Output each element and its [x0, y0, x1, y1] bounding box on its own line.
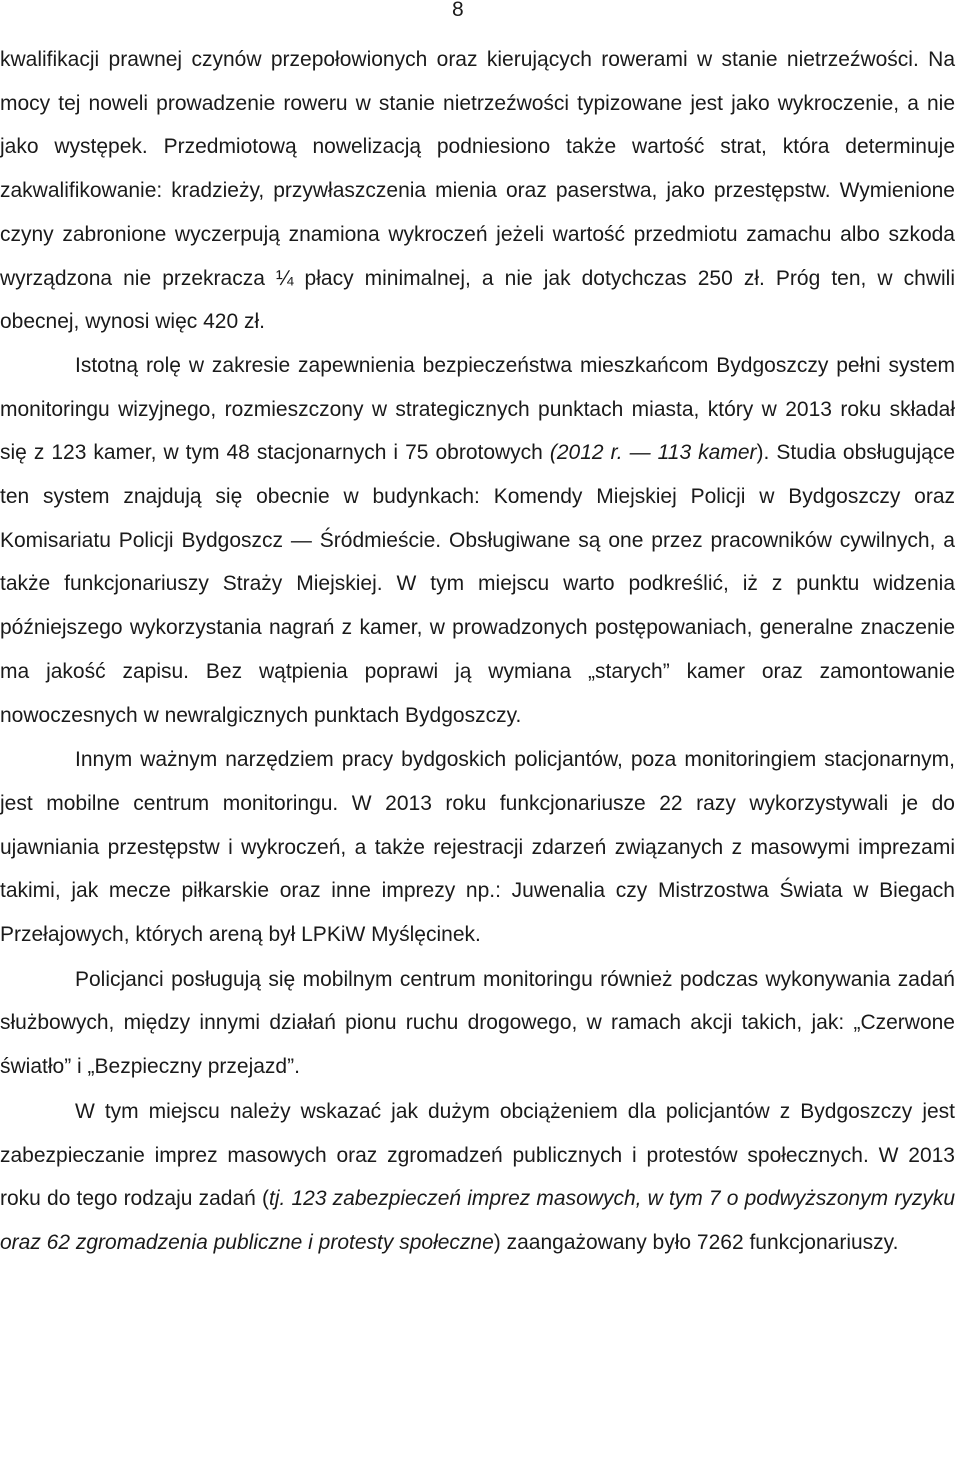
- paragraph-text: Policjanci posługują się mobilnym centrum monitoringu również podczas wykonywania zadań służbowych, między innymi działań pionu ruchu drogowego, w ramach akcji takich, jak: „Czerwone światło” i „Bezpieczny przejazd”.: [0, 967, 955, 1079]
- paragraph-2: [0, 344, 955, 737]
- paragraph-text: kwalifikacji prawnej czynów przepołowionych oraz kierujących rowerami w stanie nietrzeźwości. Na mocy tej noweli prowadzenie roweru w stanie nietrzeźwości typizowane jest jako wykroczenie, a nie jako występek. Przedmiotową nowelizacją podniesiono także wartość strat, która determinuje zakwalifikowanie: kradzieży, przywłaszczenia mienia oraz paserstwa, jako przestępstw. Wymienione czyny zabronione wyczerpują znamiona wykroczeń jeżeli wartość przedmiotu zamachu albo szkoda wyrządzona nie przekracza ¼ płacy minimalnej, a nie jak dotychczas 250 zł. Próg ten, w chwili obecnej, wynosi więc 420 zł.: [0, 48, 955, 334]
- paragraph-text: W tym miejscu należy wskazać jak dużym obciążeniem dla policjantów z Bydgoszczy jest zabezpieczanie imprez masowych oraz zgromadzeń publicznych i protestów społecznych. W 2013 roku do tego rodzaju zadań (: [0, 1099, 955, 1211]
- paragraph-text-italic: tj. 123 zabezpieczeń imprez masowych, w tym 7 o podwyższonym ryzyku oraz 62 zgromadzenia publiczne i protesty społeczne: [0, 1187, 956, 1254]
- document-body: [0, 38, 955, 1265]
- paragraph-text: ) zaangażowany było 7262 funkcjonariuszy.: [493, 1230, 899, 1254]
- paragraph-text: Innym ważnym narzędziem pracy bydgoskich policjantów, poza monitoringiem stacjonarnym, jest mobilne centrum monitoringu. W 2013 roku funkcjonariusze 22 razy wykorzystywali je do ujawniania przestępstw i wykroczeń, a także rejestracji zdarzeń związanych z masowymi imprezami takimi, jak mecze piłkarskie oraz inne imprezy np.: Juwenalia czy Mistrzostwa Świata w Biegach Przełajowych, których areną był LPKiW Myślęcinek.: [0, 748, 955, 947]
- paragraph-text-italic: (2012 r. — 113 kamer: [549, 441, 757, 465]
- paragraph-text: ). Studia obsługujące ten system znajdują się obecnie w budynkach: Komendy Miejskiej Policji w Bydgoszczy oraz Komisariatu Policji Bydgoszcz — Śródmieście. Obsługiwane są one przez pracowników cywilnych, a także funkcjonariuszy Straży Miejskiej. W tym miejscu warto podkreślić, iż z punktu widzenia późniejszego wykorzystania nagrań z kamer, w prowadzonych postępowaniach, generalne znaczenie ma jakość zapisu. Bez wątpienia poprawi ją wymiana „starych” kamer oraz zamontowanie nowoczesnych w newralgicznych punktach Bydgoszczy.: [0, 441, 955, 727]
- paragraph-4: [0, 958, 955, 1089]
- paragraph-text: Istotną rolę w zakresie zapewnienia bezpieczeństwa mieszkańcom Bydgoszczy pełni system monitoringu wizyjnego, rozmieszczony w strategicznych punktach miasta, który w 2013 roku składał się z 123 kamer, w tym 48 stacjonarnych i 75 obrotowych: [0, 353, 955, 465]
- paragraph-5: [0, 1090, 955, 1265]
- paragraph-3: [0, 738, 955, 957]
- page-number: 8: [452, 0, 464, 21]
- paragraph-1: [0, 38, 955, 344]
